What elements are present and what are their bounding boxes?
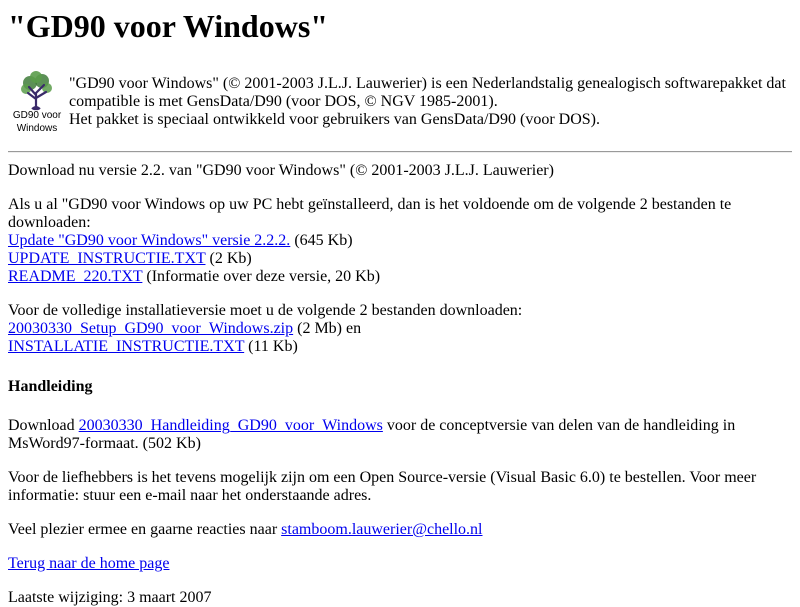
manual-link[interactable]: 20030330_Handleiding_GD90_voor_Windows [78, 417, 383, 434]
tree-icon-graphic [8, 71, 66, 111]
intro-text [69, 71, 792, 129]
logo-caption [8, 109, 66, 135]
update-instructions-size: (2 Kb) [205, 250, 252, 267]
logo-caption-line1: GD90 voor [12, 110, 62, 121]
last-modified: Laatste wijziging: 3 maart 2007 [8, 589, 212, 606]
install-instructions-size: (11 Kb) [244, 338, 298, 355]
home-paragraph [8, 555, 792, 573]
intro-line-3: Het pakket is speciaal ontwikkeld voor gebruikers van GensData/D90 (voor DOS). [69, 111, 600, 128]
email-link[interactable]: stamboom.lauwerier@chello.nl [281, 521, 483, 538]
update-setup-size: (645 Kb) [290, 232, 353, 249]
setup-zip-link[interactable]: 20030330_Setup_GD90_voor_Windows.zip [8, 320, 294, 337]
update-section [8, 196, 792, 286]
open-source-paragraph: Voor de liefhebbers is het tevens mogelijk zijn om een Open Source-versie (Visual Basic 6.0) te bestellen. Voor meer informatie: stuur een e-mail naar het onderstaande adres. [8, 469, 757, 504]
divider [8, 151, 792, 153]
full-install-section [8, 302, 792, 356]
page-title: "GD90 voor Windows" [8, 8, 329, 44]
logo-caption-line2: Windows [16, 123, 58, 134]
download-heading: Download nu versie 2.2. van "GD90 voor Windows" (© 2001-2003 J.L.J. Lauwerier) [8, 162, 554, 179]
update-intro: Als u al "GD90 voor Windows op uw PC hebt geïnstalleerd, dan is het voldoende om de volgende 2 bestanden te downloaden: [8, 196, 732, 231]
full-install-intro: Voor de volledige installatieversie moet u de volgende 2 bestanden downloaden: [8, 302, 523, 319]
install-instructions-link[interactable]: INSTALLATIE_INSTRUCTIE.TXT [8, 338, 245, 355]
intro-line-2: compatible is met GensData/D90 (voor DOS, © NGV 1985-2001). [69, 93, 498, 110]
readme-note: (Informatie over deze versie, 20 Kb) [142, 268, 381, 285]
contact-paragraph [8, 521, 792, 539]
intro-line-1: "GD90 voor Windows" (© 2001-2003 J.L.J. Lauwerier) is een Nederlandstalig genealogisch softwarepakket dat [69, 75, 786, 92]
home-page-link[interactable]: Terug naar de home page [8, 555, 170, 572]
update-setup-link[interactable]: Update "GD90 voor Windows" versie 2.2.2. [8, 232, 291, 249]
manual-paragraph [8, 417, 792, 453]
contact-prefix: Veel plezier ermee en gaarne reacties naar [8, 521, 282, 538]
manual-heading: Handleiding [8, 378, 93, 395]
intro-section [8, 71, 792, 137]
readme-link[interactable]: README_220.TXT [8, 268, 143, 285]
setup-zip-size: (2 Mb) en [293, 320, 362, 337]
manual-suffix: voor de conceptversie van delen van de handleiding in MsWord97-formaat. (502 Kb) [8, 417, 736, 452]
manual-prefix: Download [8, 417, 79, 434]
update-instructions-link[interactable]: UPDATE_INSTRUCTIE.TXT [8, 250, 206, 267]
tree-icon [8, 71, 66, 137]
